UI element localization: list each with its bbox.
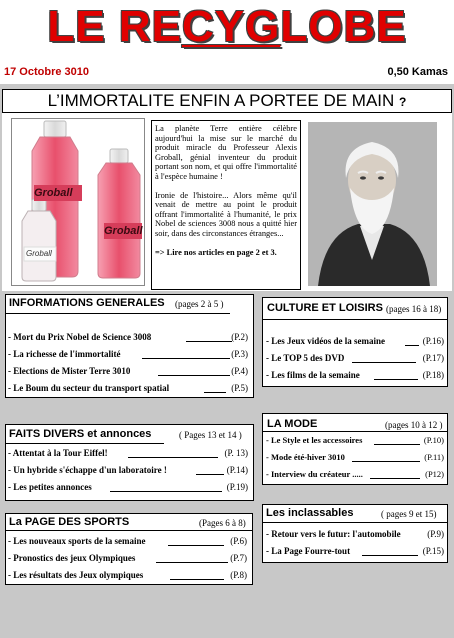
list-item[interactable]: - Le Style et les accessoires (P.10) bbox=[266, 435, 444, 445]
section-pages-culture: (pages 16 à 18) bbox=[386, 304, 442, 314]
dotted-leader bbox=[370, 478, 420, 479]
bottle-label-small: Groball bbox=[26, 249, 52, 258]
dotted-leader bbox=[142, 358, 230, 359]
lead-article bbox=[151, 120, 301, 290]
section-list-culture bbox=[266, 334, 444, 385]
issue-date: 17 Octobre 3010 bbox=[4, 66, 89, 78]
section-divider-infos bbox=[6, 313, 230, 314]
section-title-mode: LA MODE bbox=[267, 418, 318, 430]
section-pages-infos: (pages 2 à 5 ) bbox=[175, 299, 224, 309]
section-list-infos bbox=[8, 330, 248, 398]
list-item[interactable]: - La richesse de l'immortalité (P.3) bbox=[8, 349, 248, 359]
section-pages-faits: ( Pages 13 et 14 ) bbox=[179, 430, 242, 440]
dotted-leader bbox=[374, 379, 418, 380]
headline-text: L’IMMORTALITE ENFIN A PORTEE DE MAIN bbox=[47, 91, 395, 110]
list-item[interactable]: - Mode été-hiver 3010 (P.11) bbox=[266, 452, 444, 462]
professor-portrait-photo bbox=[308, 122, 437, 286]
list-item[interactable]: - Les Jeux vidéos de la semaine (P.16) bbox=[266, 336, 444, 346]
section-divider-faits bbox=[6, 443, 164, 444]
list-item[interactable]: - Pronostics des jeux Olympiques (P.7) bbox=[8, 553, 247, 563]
portrait-illustration bbox=[308, 122, 437, 286]
title-part-3: LOBE bbox=[280, 2, 407, 51]
title-part-2: CYG bbox=[181, 2, 281, 51]
bottles-illustration bbox=[12, 119, 144, 285]
section-divider-culture bbox=[263, 319, 447, 320]
section-pages-sports: (Pages 6 à 8) bbox=[199, 518, 246, 528]
section-divider-sports bbox=[6, 530, 252, 531]
newspaper-title bbox=[0, 2, 454, 52]
list-item[interactable]: - Le Boum du secteur du transport spatial (P.5) bbox=[8, 383, 248, 393]
section-title-inclassables: Les inclassables bbox=[266, 507, 354, 519]
dotted-leader bbox=[352, 362, 416, 363]
dotted-leader bbox=[170, 579, 224, 580]
dotted-leader bbox=[168, 545, 224, 546]
list-item[interactable]: - Interview du créateur ..... (P12) bbox=[266, 469, 444, 479]
dotted-leader bbox=[374, 444, 420, 445]
dotted-leader bbox=[128, 457, 218, 458]
dotted-leader bbox=[405, 345, 419, 346]
section-list-inclassables bbox=[266, 527, 444, 561]
dotted-leader bbox=[204, 392, 226, 393]
section-list-mode bbox=[266, 433, 444, 484]
dotted-leader bbox=[110, 491, 222, 492]
dotted-leader bbox=[158, 375, 230, 376]
dotted-leader bbox=[362, 555, 418, 556]
dotted-leader bbox=[156, 562, 228, 563]
dotted-leader bbox=[186, 341, 232, 342]
title-part-1: LE RE bbox=[47, 2, 182, 51]
dotted-leader bbox=[352, 461, 420, 462]
article-paragraph-2: Ironie de l'histoire... Alors même qu'il venait de mettre au point le produit offrant l'immortalité à l'humanité, le prix Nobel de sciences 3008 nous a quitté hier soir, dans des circonstances étranges... bbox=[155, 190, 297, 238]
section-list-faits bbox=[8, 446, 248, 497]
section-title-faits: FAITS DIVERS et annonces bbox=[9, 428, 152, 440]
list-item[interactable]: - Les nouveaux sports de la semaine (P.6) bbox=[8, 536, 247, 546]
bottle-label-large: Groball bbox=[34, 187, 73, 199]
list-item[interactable]: - Le TOP 5 des DVD (P.17) bbox=[266, 353, 444, 363]
groball-bottles-photo bbox=[11, 118, 145, 286]
list-item[interactable]: - La Page Fourre-tout (P.15) bbox=[266, 546, 444, 556]
list-item[interactable]: - Un hybride s'échappe d'un laboratoire ! (P.14) bbox=[8, 465, 248, 475]
list-item[interactable]: - Les petites annonces (P.19) bbox=[8, 482, 248, 492]
read-more-link[interactable]: => Lire nos articles en page 2 et 3. bbox=[155, 247, 277, 257]
headline-question-mark: ? bbox=[399, 95, 407, 109]
article-paragraph-1: La planète Terre entière célèbre aujourd'hui la mise sur le marché du produit miracle du Professeur Alexis Groball, génial inventeur du produit portant son nom, et qui offre l'immortalité à l'espèce humaine ! bbox=[155, 124, 297, 181]
section-title-culture: CULTURE ET LOISIRS bbox=[267, 302, 383, 314]
section-pages-mode: (pages 10 à 12 ) bbox=[385, 420, 443, 430]
list-item[interactable]: - Retour vers le futur: l'automobile (P.9) bbox=[266, 529, 444, 539]
list-item[interactable]: - Mort du Prix Nobel de Science 3008 (P.2) bbox=[8, 332, 248, 342]
section-list-sports bbox=[8, 534, 247, 585]
dotted-leader bbox=[196, 474, 224, 475]
section-divider-mode bbox=[263, 431, 447, 432]
bottle-label-right: Groball bbox=[104, 225, 143, 237]
section-divider-inclassables bbox=[263, 522, 447, 523]
list-item[interactable]: - Les films de la semaine (P.18) bbox=[266, 370, 444, 380]
list-item[interactable]: - Les résultats des Jeux olympiques (P.8) bbox=[8, 570, 247, 580]
issue-price: 0,50 Kamas bbox=[387, 66, 448, 78]
list-item[interactable]: - Elections de Mister Terre 3010 (P.4) bbox=[8, 366, 248, 376]
section-pages-inclassables: ( pages 9 et 15) bbox=[381, 509, 437, 519]
section-title-infos: INFORMATIONS GENERALES bbox=[9, 297, 165, 309]
main-headline bbox=[0, 91, 454, 112]
list-item[interactable]: - Attentat à la Tour Eiffel! (P. 13) bbox=[8, 448, 248, 458]
section-title-sports: La PAGE DES SPORTS bbox=[9, 516, 130, 528]
